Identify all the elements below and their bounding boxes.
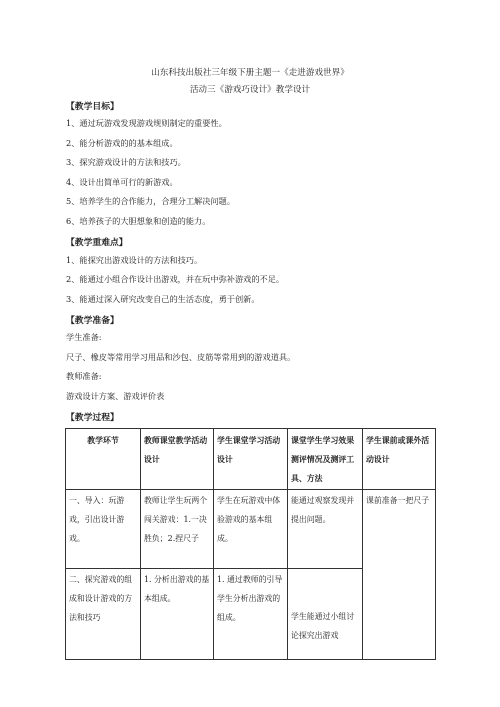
teacher-preparation-items: 游戏设计方案、游戏评价表 xyxy=(66,391,165,401)
section-heading-process: 【教学过程】 xyxy=(66,413,119,423)
teaching-process-table xyxy=(65,428,436,660)
section-heading-goals: 【教学目标】 xyxy=(66,102,119,112)
table-header-cell: 课堂学生学习效果测评情况及测评工具、方法 xyxy=(288,429,363,490)
goal-item: 1、通过玩游戏发现游戏规则制定的重要性。 xyxy=(66,118,227,128)
section-heading-preparation: 【教学准备】 xyxy=(66,316,119,326)
table-cell-teacher-activity: 1. 分析出游戏的基本组成。 xyxy=(141,568,214,659)
table-cell-outside-activity: 课前准备一把尺子 xyxy=(363,490,436,660)
table-header-cell: 教师课堂教学活动设计 xyxy=(141,429,214,490)
key-point-item: 2、能通过小组合作设计出游戏，并在玩中弥补游戏的不足。 xyxy=(66,274,285,284)
section-heading-key-points: 【教学重难点】 xyxy=(66,238,128,248)
table-header-cell: 教学环节 xyxy=(66,429,141,490)
student-preparation-label: 学生准备: xyxy=(66,332,102,342)
goal-item: 5、培养学生的合作能力，合理分工解决问题。 xyxy=(66,196,235,206)
key-point-item: 3、能通过深入研究改变自己的生活态度，勇于创新。 xyxy=(66,294,260,304)
student-preparation-items: 尺子、橡皮等常用学习用品和沙包、皮筋等常用到的游戏道具。 xyxy=(66,352,296,362)
table-cell-student-activity: 学生在玩游戏中体验游戏的基本组成。 xyxy=(214,490,288,569)
table-header-cell: 学生课堂学习活动设计 xyxy=(214,429,288,490)
table-header-cell: 学生课前或课外活动设计 xyxy=(363,429,436,490)
goal-item: 6、培养孩子的大胆想象和创造的能力。 xyxy=(66,216,211,226)
table-cell-stage: 一、导入：玩游戏，引出设计游戏。 xyxy=(66,490,141,569)
key-point-item: 1、能探究出游戏设计的方法和技巧。 xyxy=(66,255,203,265)
goal-item: 4、设计出简单可行的新游戏。 xyxy=(66,177,178,187)
goal-item: 2、能分析游戏的的基本组成。 xyxy=(66,138,178,148)
table-header-row xyxy=(66,429,436,490)
document-title-line-1: 山东科技出版社三年级下册主题一《走进游戏世界》 xyxy=(151,68,349,78)
table-row xyxy=(66,490,436,569)
table-cell-assessment: 学生能通过小组讨论探究出游戏 xyxy=(288,568,363,659)
document-title-line-2: 活动三《游戏巧设计》教学设计 xyxy=(189,85,311,95)
table-cell-teacher-activity: 教师让学生玩两个闯关游戏：1.一决胜负；2.捏尺子 xyxy=(141,490,214,569)
table-cell-stage: 二、探究游戏的组成和设计游戏的方法和技巧 xyxy=(66,568,141,659)
teacher-preparation-label: 教师准备: xyxy=(66,371,102,381)
goal-item: 3、探究游戏设计的方法和技巧。 xyxy=(66,157,186,167)
table-cell-assessment: 能通过观察发现并提出问题。 xyxy=(288,490,363,569)
table-cell-student-activity: 1. 通过教师的引导学生分析出游戏的组成。 xyxy=(214,568,288,659)
